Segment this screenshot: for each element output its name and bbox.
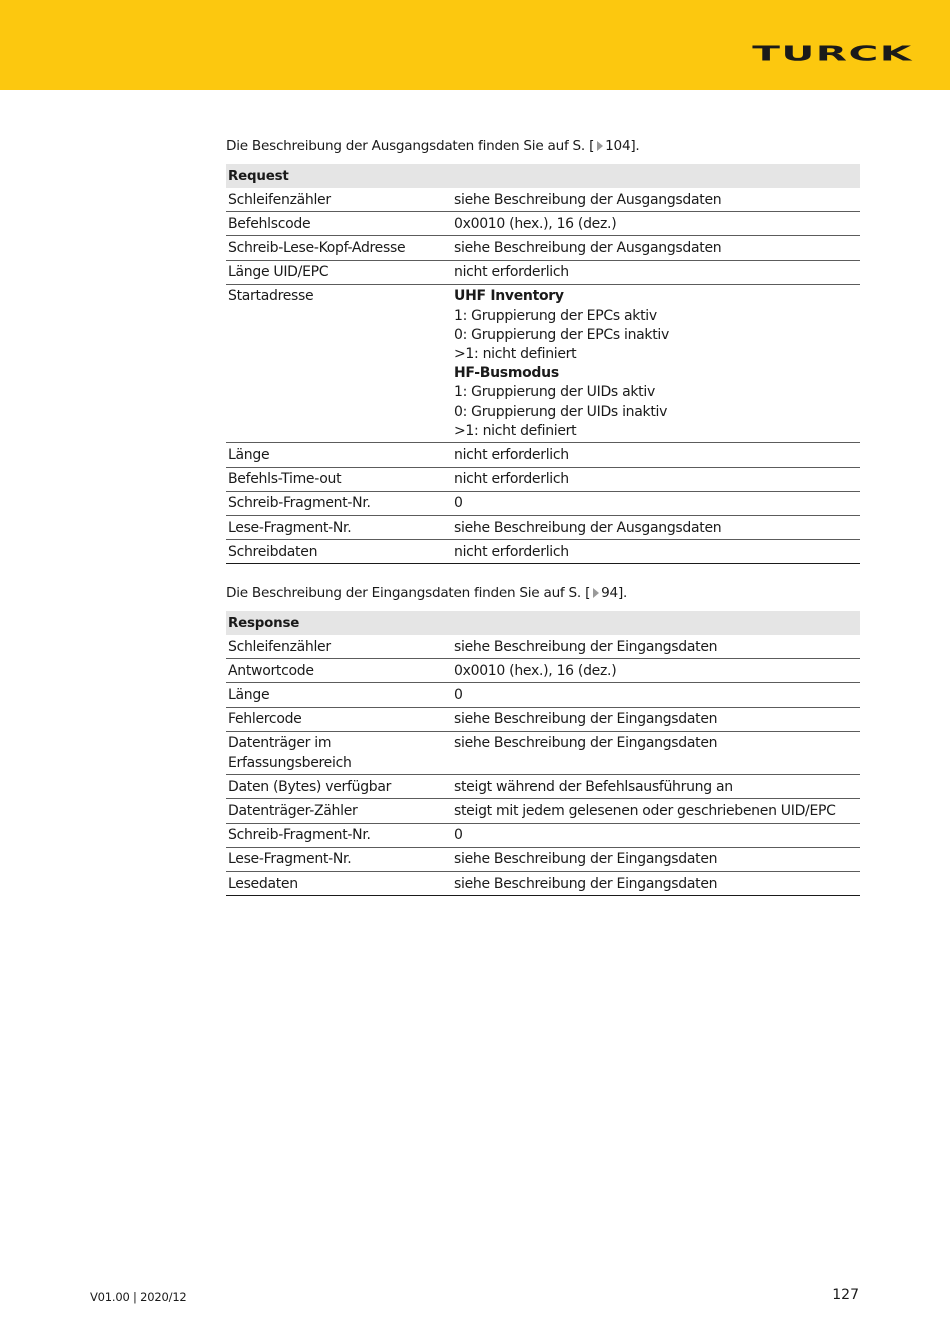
header-band [0,0,950,90]
value-line: siehe Beschreibung der Eingangsdaten [454,735,718,752]
row-value [452,799,860,823]
footer-page-number: 127 [832,1287,859,1303]
row-label: Datenträger-Zähler [226,799,452,823]
row-value [452,635,860,659]
row-label: Schleifenzähler [226,188,452,212]
response-intro: Die Beschreibung der Eingangsdaten finden Sie auf S. [ 94]. [226,585,628,601]
request-table-heading: Request [226,164,860,188]
value-line: nicht erforderlich [454,543,569,560]
row-value [452,707,860,731]
response-table-heading: Response [226,611,860,635]
value-subheading: HF-Busmodus [454,365,559,382]
request-intro-text: Die Beschreibung der Ausgangsdaten finden Sie auf S. [226,138,586,154]
request-page-link[interactable]: 104 [605,138,631,154]
row-value [452,683,860,707]
row-value [452,659,860,683]
table-row [226,707,860,731]
row-label: Schreib-Fragment-Nr. [226,823,452,847]
value-line: siehe Beschreibung der Ausgangsdaten [454,239,722,256]
value-line: siehe Beschreibung der Eingangsdaten [454,638,718,655]
table-row [226,731,860,774]
row-value [452,212,860,236]
row-label: Fehlercode [226,707,452,731]
table-row [226,799,860,823]
row-value [452,284,860,443]
table-row [226,284,860,443]
value-line: siehe Beschreibung der Eingangsdaten [454,851,718,868]
row-label: Länge [226,443,452,467]
value-line: siehe Beschreibung der Ausgangsdaten [454,191,722,208]
row-value [452,731,860,774]
table-row [226,516,860,540]
value-line: 1: Gruppierung der EPCs aktiv [454,307,657,324]
row-value [452,823,860,847]
value-line: >1: nicht definiert [454,345,577,362]
table-row [226,872,860,896]
response-table-body [226,635,860,896]
table-row [226,683,860,707]
row-label: Lese-Fragment-Nr. [226,847,452,871]
page-ref-arrow-icon [597,141,603,151]
row-label: Lesedaten [226,872,452,896]
row-label: Schreib-Lese-Kopf-Adresse [226,236,452,260]
row-label: Befehlscode [226,212,452,236]
row-value [452,491,860,515]
value-line: 0x0010 (hex.), 16 (dez.) [454,662,617,679]
row-label: Schreib-Fragment-Nr. [226,491,452,515]
row-value [452,540,860,564]
row-value [452,847,860,871]
response-section [226,583,860,896]
value-line: nicht erforderlich [454,471,569,488]
row-value [452,443,860,467]
table-row [226,443,860,467]
value-line: >1: nicht definiert [454,422,577,439]
row-value [452,467,860,491]
value-line: nicht erforderlich [454,446,569,463]
value-line: steigt mit jedem gelesenen oder geschriebenen UID/EPC [454,802,836,819]
table-row [226,659,860,683]
row-label: Länge [226,683,452,707]
row-value [452,236,860,260]
value-line: siehe Beschreibung der Eingangsdaten [454,711,718,728]
response-table [226,611,860,896]
request-table [226,164,860,564]
value-line: siehe Beschreibung der Eingangsdaten [454,875,718,892]
row-label: Schleifenzähler [226,635,452,659]
value-line: 0: Gruppierung der UIDs inaktiv [454,403,668,420]
row-value [452,775,860,799]
row-value [452,516,860,540]
value-line: 0: Gruppierung der EPCs inaktiv [454,326,669,343]
table-row [226,188,860,212]
table-row [226,540,860,564]
request-table-body [226,188,860,564]
value-line: 1: Gruppierung der UIDs aktiv [454,384,655,401]
value-line: 0 [454,827,463,844]
row-value [452,188,860,212]
request-section [226,136,860,564]
row-label: Antwortcode [226,659,452,683]
table-row [226,212,860,236]
table-row [226,823,860,847]
turck-logo: TURCK [752,41,913,66]
value-line: nicht erforderlich [454,264,569,281]
row-label: Befehls-Time-out [226,467,452,491]
row-label: Daten (Bytes) verfügbar [226,775,452,799]
value-line: 0 [454,495,463,512]
response-intro-text: Die Beschreibung der Eingangsdaten finden Sie auf S. [226,585,581,601]
value-line: 0x0010 (hex.), 16 (dez.) [454,215,617,232]
row-label: Startadresse [226,284,452,443]
row-label: Länge UID/EPC [226,260,452,284]
row-label: Lese-Fragment-Nr. [226,516,452,540]
value-line: 0 [454,686,463,703]
footer-version: V01.00 | 2020/12 [90,1290,187,1304]
row-value [452,260,860,284]
table-row [226,847,860,871]
table-row [226,635,860,659]
value-line: siehe Beschreibung der Ausgangsdaten [454,519,722,536]
table-row [226,467,860,491]
row-label: Schreibdaten [226,540,452,564]
row-label: Datenträger im Erfassungsbereich [226,731,452,774]
row-value [452,872,860,896]
request-intro: Die Beschreibung der Ausgangsdaten finden Sie auf S. [ 104]. [226,138,640,154]
value-subheading: UHF Inventory [454,288,564,305]
page-ref-arrow-icon [593,588,599,598]
value-line: steigt während der Befehlsausführung an [454,778,733,795]
table-row [226,775,860,799]
table-row [226,236,860,260]
table-row [226,260,860,284]
response-page-link[interactable]: 94 [601,585,618,601]
table-row [226,491,860,515]
